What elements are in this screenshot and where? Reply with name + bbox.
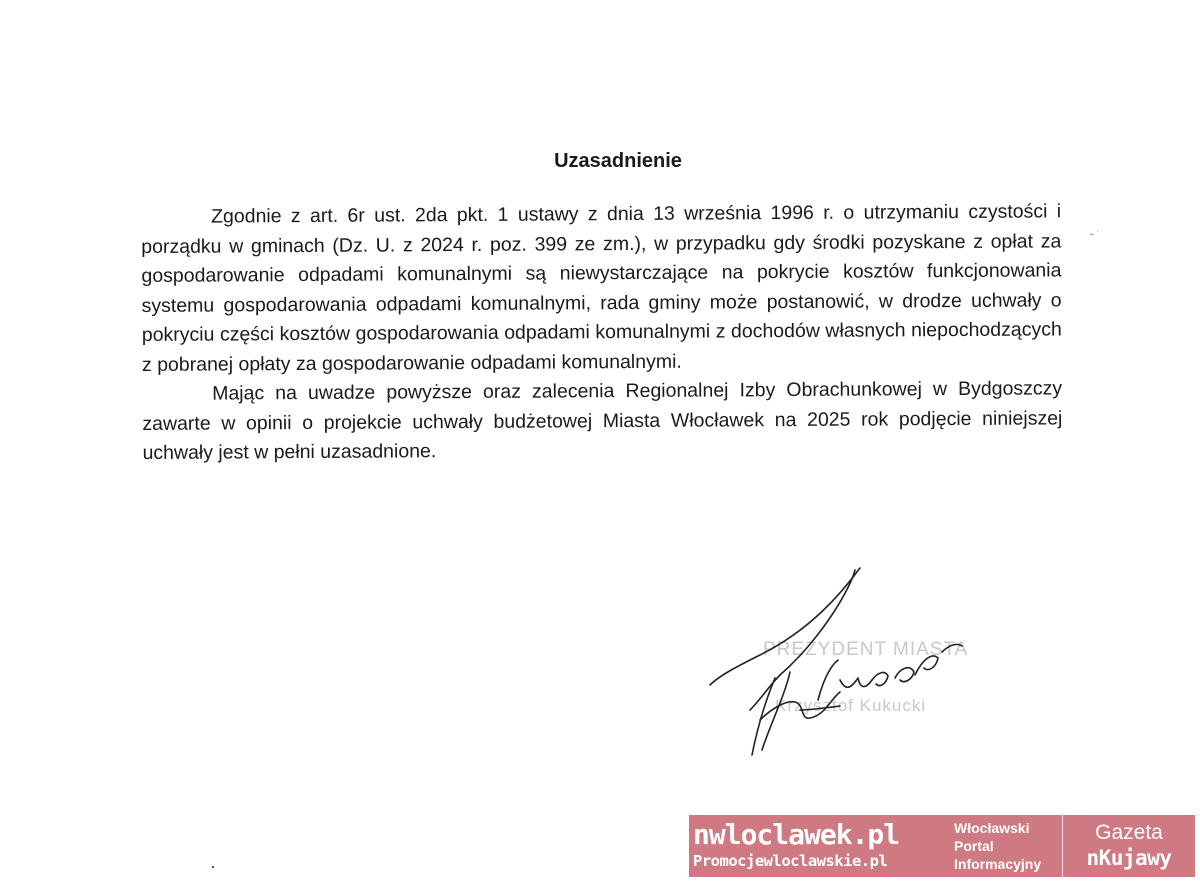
portal-line-1: Włocławski [954, 820, 1030, 836]
portal-line-3: Informacyjny [954, 856, 1042, 872]
watermark-site: nwloclawek.pl [693, 818, 900, 851]
document-title: Uzasadnienie [554, 150, 682, 172]
watermark-portal [948, 815, 1063, 877]
nkujawy-label: nKujawy [1086, 846, 1172, 870]
gazeta-label: Gazeta [1095, 821, 1163, 844]
watermark-promo: Promocjewloclawskie.pl [693, 852, 888, 870]
watermark-banner [689, 815, 1195, 877]
document-body [141, 197, 1063, 468]
watermark-left [689, 815, 948, 877]
scan-dot [212, 866, 214, 868]
watermark-gazeta [1063, 815, 1195, 877]
portal-line-2: Portal [954, 838, 994, 854]
stamp-name: Krzysztof Kukucki [775, 696, 927, 715]
handwritten-signature [700, 560, 990, 770]
paragraph-2: Mając na uwadze powyższe oraz zalecenia Regionalnej Izby Obrachunkowej w Bydgoszczy zawarte w opinii o projekcie uchwały budżetowej Miasta Włocławek na 2025 rok podjęcie niniejszej uchwały jest w pełni uzasadnione. [142, 377, 1063, 464]
signature-stamp-block [700, 560, 990, 770]
paragraph-1: Zgodnie z art. 6r ust. 2da pkt. 1 ustawy z dnia 13 września 1996 r. o utrzymaniu czystości i porządku w gminach (Dz. U. z 2024 r. poz. 399 ze zm.), w przypadku gdy środki pozyskane z opłat za gospodarowanie odpadami komunalnymi są niewystarczające na pokrycie kosztów funkcjonowania systemu gospodarowania odpadami komunalnymi, rada gminy może postanowić, w drodze uchwały o pokryciu części kosztów gospodarowania odpadami komunalnymi z dochodów własnych niepochodzących z pobranej opłaty za gospodarowanie odpadami komunalnymi. [141, 200, 1062, 376]
stamp-title: PREZYDENT MIASTA [763, 639, 969, 660]
scan-speck: ˗ ˑ [1090, 228, 1099, 239]
